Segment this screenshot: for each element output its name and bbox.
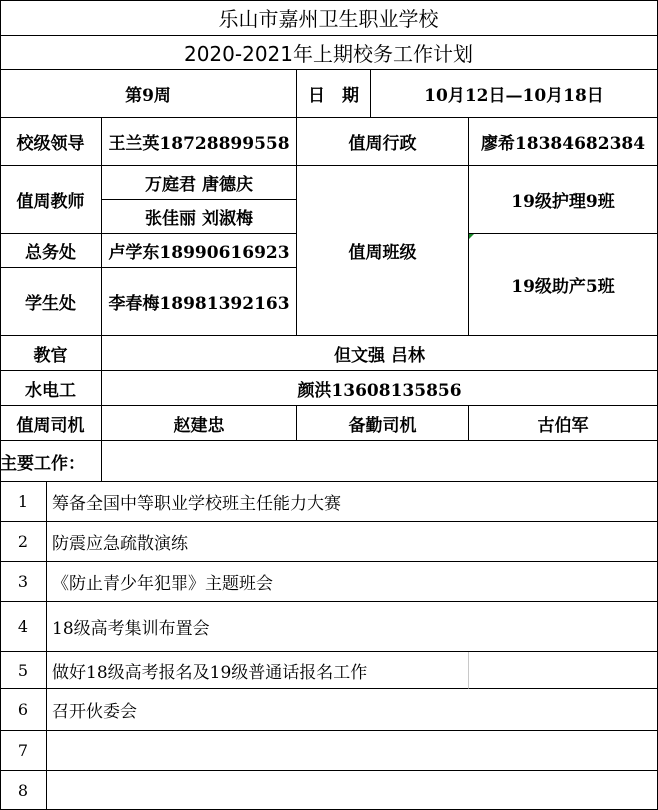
task-text	[47, 771, 658, 810]
task-number: 2	[0, 522, 47, 562]
task-number: 7	[0, 731, 47, 771]
school-leader-label: 校级领导	[0, 118, 102, 166]
cell-comment-marker	[469, 234, 474, 239]
task-text: 筹备全国中等职业学校班主任能力大赛	[47, 482, 658, 522]
task-text: 《防止青少年犯罪》主题班会	[47, 562, 658, 602]
backup-driver-value: 古伯军	[469, 406, 658, 441]
date-label: 日 期	[297, 70, 371, 118]
duty-class-label: 值周班级	[297, 166, 469, 336]
task-blank	[469, 652, 658, 689]
task-text: 18级高考集训布置会	[47, 602, 658, 652]
backup-driver-label: 备勤司机	[297, 406, 469, 441]
task-number: 5	[0, 652, 47, 689]
date-value: 10月12日—10月18日	[371, 70, 658, 118]
task-number: 1	[0, 482, 47, 522]
school-name: 乐山市嘉州卫生职业学校	[0, 0, 658, 36]
student-office-label: 学生处	[0, 268, 102, 336]
week-number: 第9周	[0, 70, 297, 118]
plan-title: 2020-2021年上期校务工作计划	[0, 36, 658, 70]
duty-teacher-label: 值周教师	[0, 166, 102, 234]
duty-class-1: 19级护理9班	[469, 166, 658, 234]
duty-admin-label: 值周行政	[297, 118, 469, 166]
duty-teacher-2: 张佳丽 刘淑梅	[102, 200, 297, 234]
task-text: 做好18级高考报名及19级普通话报名工作	[47, 652, 469, 689]
task-text: 防震应急疏散演练	[47, 522, 658, 562]
utility-worker-value: 颜洪13608135856	[102, 371, 658, 406]
main-work-blank	[102, 441, 658, 482]
duty-teacher-1: 万庭君 唐德庆	[102, 166, 297, 200]
general-affairs-value: 卢学东18990616923	[102, 234, 297, 268]
utility-worker-label: 水电工	[0, 371, 102, 406]
student-office-value: 李春梅18981392163	[102, 268, 297, 336]
duty-admin-value: 廖希18384682384	[469, 118, 658, 166]
duty-driver-value: 赵建忠	[102, 406, 297, 441]
general-affairs-label: 总务处	[0, 234, 102, 268]
task-number: 3	[0, 562, 47, 602]
task-text: 召开伙委会	[47, 689, 658, 731]
duty-class-2: 19级助产5班	[469, 234, 658, 336]
task-number: 6	[0, 689, 47, 731]
instructor-value: 但文强 吕林	[102, 336, 658, 371]
main-work-label: 主要工作：	[0, 441, 102, 482]
task-number: 4	[0, 602, 47, 652]
school-leader-value: 王兰英18728899558	[102, 118, 297, 166]
task-number: 8	[0, 771, 47, 810]
instructor-label: 教官	[0, 336, 102, 371]
duty-driver-label: 值周司机	[0, 406, 102, 441]
task-text	[47, 731, 658, 771]
